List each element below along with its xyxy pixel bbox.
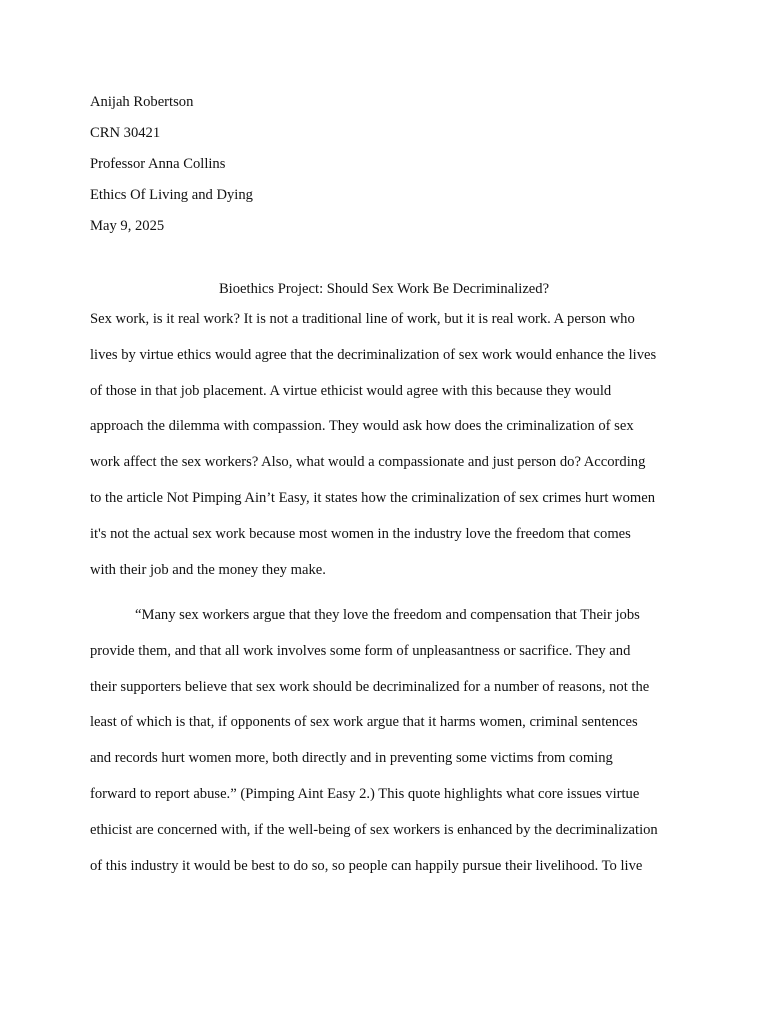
- text-line: of those in that job placement. A virtue ethicist would agree with this because they would: [90, 382, 612, 399]
- paragraph-1: [90, 309, 690, 595]
- text-line: lives by virtue ethics would agree that the decriminalization of sex work would enhance the lives: [90, 346, 657, 363]
- paragraph-2: [90, 605, 690, 891]
- date: May 9, 2025: [90, 218, 165, 234]
- text-line: and records hurt women more, both directly and in preventing some victims from coming: [90, 750, 613, 767]
- course-title: Ethics Of Living and Dying: [90, 187, 253, 203]
- text-line: to the article Not Pimping Ain’t Easy, it states how the criminalization of sex crimes hurt women: [90, 489, 655, 506]
- text-line: provide them, and that all work involves some form of unpleasantness or sacrifice. They and: [90, 642, 631, 659]
- text-line: least of which is that, if opponents of sex work argue that it harms women, criminal sentences: [90, 714, 638, 731]
- text-line: with their job and the money they make.: [90, 561, 326, 578]
- text-line: work affect the sex workers? Also, what would a compassionate and just person do? According: [90, 454, 646, 471]
- professor-name: Professor Anna Collins: [90, 156, 226, 172]
- student-name: Anijah Robertson: [90, 94, 194, 110]
- text-line: Sex work, is it real work? It is not a traditional line of work, but it is real work. A person who: [90, 311, 635, 327]
- heading-block: [90, 92, 690, 247]
- essay-title: Bioethics Project: Should Sex Work Be Decriminalized?: [218, 281, 550, 297]
- text-line: their supporters believe that sex work should be decriminalized for a number of reasons, not the: [90, 678, 650, 695]
- text-line: “Many sex workers argue that they love the freedom and compensation that Their jobs: [135, 607, 640, 623]
- text-line: it's not the actual sex work because most women in the industry love the freedom that comes: [90, 525, 631, 542]
- course-crn: CRN 30421: [90, 125, 161, 141]
- text-line: forward to report abuse.” (Pimping Aint Easy 2.) This quote highlights what core issues virtue: [90, 785, 640, 802]
- text-line: approach the dilemma with compassion. They would ask how does the criminalization of sex: [90, 418, 634, 435]
- text-line: ethicist are concerned with, if the well-being of sex workers is enhanced by the decriminalization: [90, 821, 658, 838]
- text-line: of this industry it would be best to do so, so people can happily pursue their livelihood. To live: [90, 857, 643, 874]
